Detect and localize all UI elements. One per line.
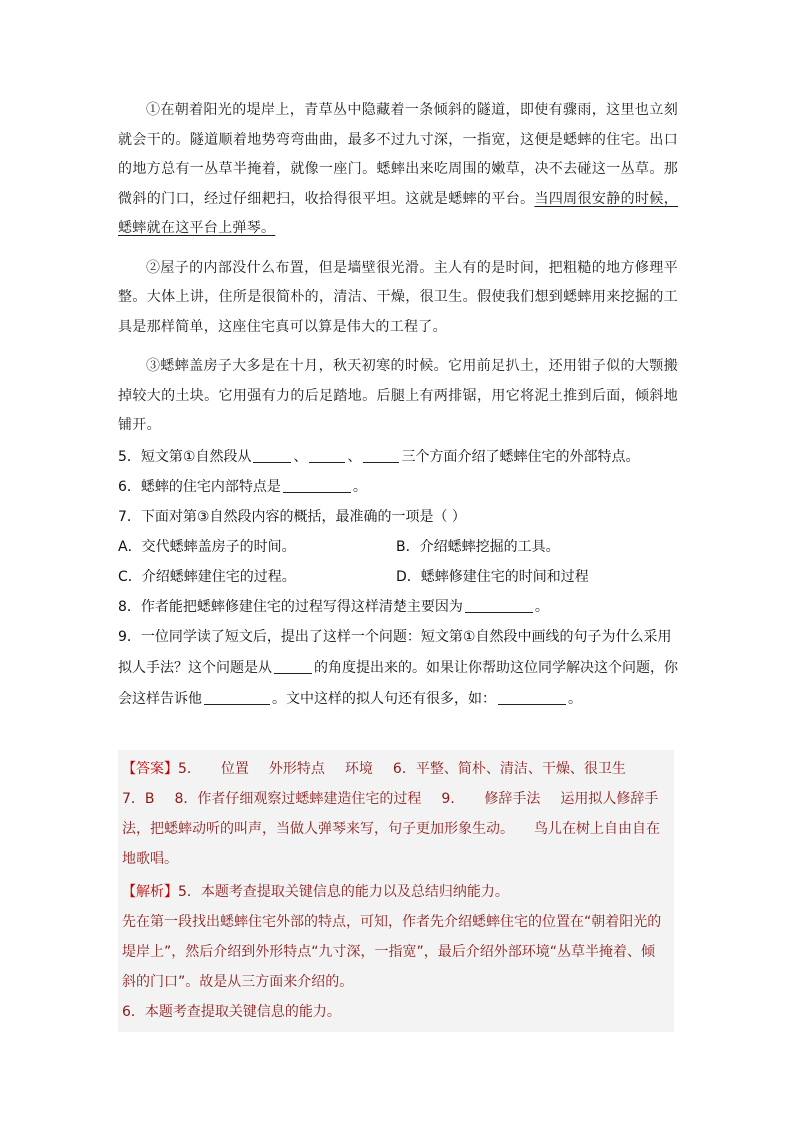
answer-blank[interactable] <box>283 478 351 493</box>
question-5: 5．短文第①自然段从 、 、 三个方面介绍了蟋蟀住宅的外部特点。 <box>118 449 640 465</box>
answer-blank[interactable] <box>498 690 566 705</box>
answer-analysis-box <box>118 750 674 1032</box>
underlined-sentence: 当四周很安静的时候，蟋蟀就在这平台上弹琴。 <box>118 190 678 236</box>
option-c[interactable]: C．介绍蟋蟀建住宅的过程。 <box>118 569 296 585</box>
paragraph-1-text: ①在朝着阳光的堤岸上，青草丛中隐藏着一条倾斜的隧道，即使有骤雨，这里也立刻就会干的。隧道顺着地势弯弯曲曲，最多不过九寸深，一指宽，这便是蟋蟀的住宅。出口的地方总有一丛草半掩着，就像一座门。蟋蟀出来吃周围的嫩草，决不去碰这一丛草。那微斜的门口，经过仔细耙扫，收拾得很平坦。这就是蟋蟀的平台。 <box>118 102 678 207</box>
analysis-q5-body: 先在第一段找出蟋蟀住宅外部的特点，可知，作者先介绍蟋蟀住宅的位置在“朝着阳光的堤岸上”，然后介绍到外形特点“九寸深，一指宽”，最后介绍外部环境“丛草半掩着、倾斜的门口”。故是从三方面来介绍的。 <box>122 914 662 990</box>
question-list <box>118 442 678 715</box>
reading-passage <box>118 96 678 441</box>
answer-blank[interactable] <box>309 448 345 463</box>
answer-blank[interactable] <box>204 690 270 705</box>
analysis-section <box>122 877 668 1027</box>
option-a[interactable]: A．交代蟋蟀盖房子的时间。 <box>118 539 296 555</box>
answer-blank[interactable] <box>274 659 312 674</box>
answer-tag: 【答案】 <box>122 761 178 777</box>
answer-blank[interactable] <box>465 598 533 613</box>
question-8: 8．作者能把蟋蟀修建住宅的过程写得这样清楚主要因为 。 <box>118 599 549 615</box>
option-d[interactable]: D．蟋蟀修建住宅的时间和过程 <box>396 569 589 585</box>
option-b[interactable]: B．介绍蟋蟀挖掘的工具。 <box>396 539 560 555</box>
question-6: 6．蟋蟀的住宅内部特点是 。 <box>118 479 367 495</box>
question-7-options <box>118 532 678 592</box>
analysis-q6-head: 6．本题考查提取关键信息的能力。 <box>122 1004 341 1020</box>
analysis-q5-head: 【解析】5．本题考查提取关键信息的能力以及总结归纳能力。 <box>122 884 509 900</box>
answer-blank[interactable] <box>253 448 291 463</box>
answer-section: 【答案】5． 位置 外形特点 环境 6．平整、简朴、清洁、干燥、很卫生7．B 8．作者仔细观察过蟋蟀建造住宅的过程 9． 修辞手法 运用拟人修辞手法，把蟋蟀动听的叫声，当做人弹琴来写，句子更加形象生动。 鸟儿在树上自由自在地歌唱。 <box>122 761 660 867</box>
passage-paragraph-3: ③蟋蟀盖房子大多是在十月，秋天初寒的时候。它用前足扒土，还用钳子似的大颚搬掉较大的土块。它用强有力的后足踏地。后腿上有两排锯，用它将泥土推到后面，倾斜地铺开。 <box>118 358 678 433</box>
analysis-tag: 【解析】 <box>122 884 178 900</box>
question-7: 7．下面对第③自然段内容的概括，最准确的一项是（ ） <box>118 509 466 525</box>
passage-paragraph-1 <box>118 96 678 244</box>
answer-blank[interactable] <box>363 448 399 463</box>
question-9: 9．一位同学读了短文后，提出了这样一个问题：短文第①自然段中画线的句子为什么采用拟人手法？这个问题是从 的角度提出来的。如果让你帮助这位同学解决这个问题，你会这样告诉他 。文中这样的拟人句还有很多，如： 。 <box>118 629 678 707</box>
passage-paragraph-2: ②屋子的内部没什么布置，但是墙壁很光滑。主人有的是时间，把粗糙的地方修理平整。大体上讲，住所是很简朴的，清洁、干燥，很卫生。假使我们想到蟋蟀用来挖掘的工具是那样简单，这座住宅真可以算是伟大的工程了。 <box>118 259 678 335</box>
